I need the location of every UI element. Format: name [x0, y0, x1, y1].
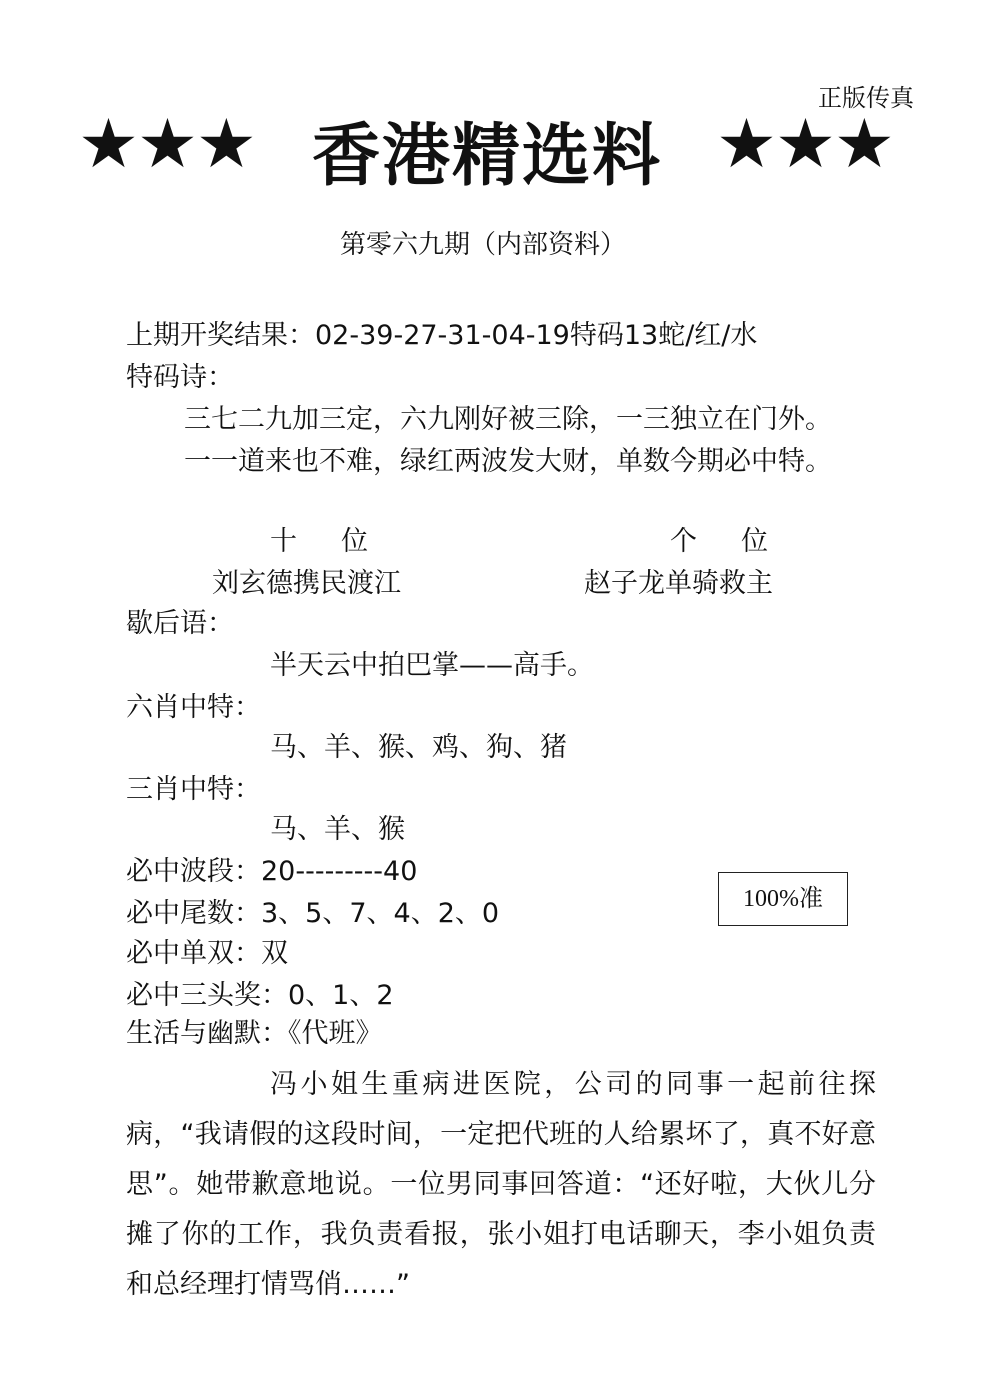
odd-even-pick: 必中单双：双 — [126, 938, 288, 969]
last-draw-result: 上期开奖结果：02-39-27-31-04-19特码13蛇/红/水 — [126, 320, 758, 351]
tens-idiom: 刘玄德携民渡江 — [212, 568, 401, 599]
edition-tag: 正版传真 — [818, 84, 914, 112]
accuracy-badge: 100%准 — [718, 872, 848, 926]
xiehouyu-text: 半天云中拍巴掌——高手。 — [270, 650, 594, 681]
ones-label-char-1: 个 — [670, 526, 697, 557]
humor-heading: 生活与幽默：《代班》 — [126, 1018, 383, 1049]
humor-story: 冯小姐生重病进医院，公司的同事一起前往探病，“我请假的这段时间，一定把代班的人给累坏了，真不好意思”。她带歉意地说。一位男同事回答道：“还好啦，大伙儿分摊了你的工作，我负责看报，张小姐打电话聊天，李小姐负责和总经理打情骂俏……” — [126, 1069, 876, 1300]
three-zodiac-list: 马、羊、猴 — [270, 814, 405, 845]
three-zodiac-heading: 三肖中特： — [126, 774, 261, 805]
tens-label-char-1: 十 — [270, 526, 297, 557]
poem-line-1: 三七二九加三定，六九刚好被三除，一三独立在门外。 — [184, 404, 832, 435]
wave-range: 必中波段：20---------40 — [126, 856, 418, 887]
tens-label-char-2: 位 — [341, 526, 368, 557]
ones-idiom: 赵子龙单骑救主 — [584, 568, 773, 599]
tail-numbers: 必中尾数：3、5、7、4、2、0 — [126, 898, 500, 929]
xiehouyu-heading: 歇后语： — [126, 608, 234, 639]
tens-position-label — [270, 524, 368, 560]
stars-right-icon: ★★★ — [716, 105, 893, 184]
page-title: 香港精选料 — [312, 117, 663, 196]
poem-heading: 特码诗： — [126, 362, 234, 393]
stars-left-icon: ★★★ — [78, 105, 255, 184]
three-head-pick: 必中三头奖：0、1、2 — [126, 980, 394, 1011]
ones-position-label — [670, 524, 768, 560]
issue-subtitle: 第零六九期（内部资料） — [340, 230, 627, 260]
poem-line-2: 一一道来也不难，绿红两波发大财，单数今期必中特。 — [184, 446, 832, 477]
six-zodiac-list: 马、羊、猴、鸡、狗、猪 — [270, 732, 567, 763]
six-zodiac-heading: 六肖中特： — [126, 692, 261, 723]
ones-label-char-2: 位 — [741, 526, 768, 557]
